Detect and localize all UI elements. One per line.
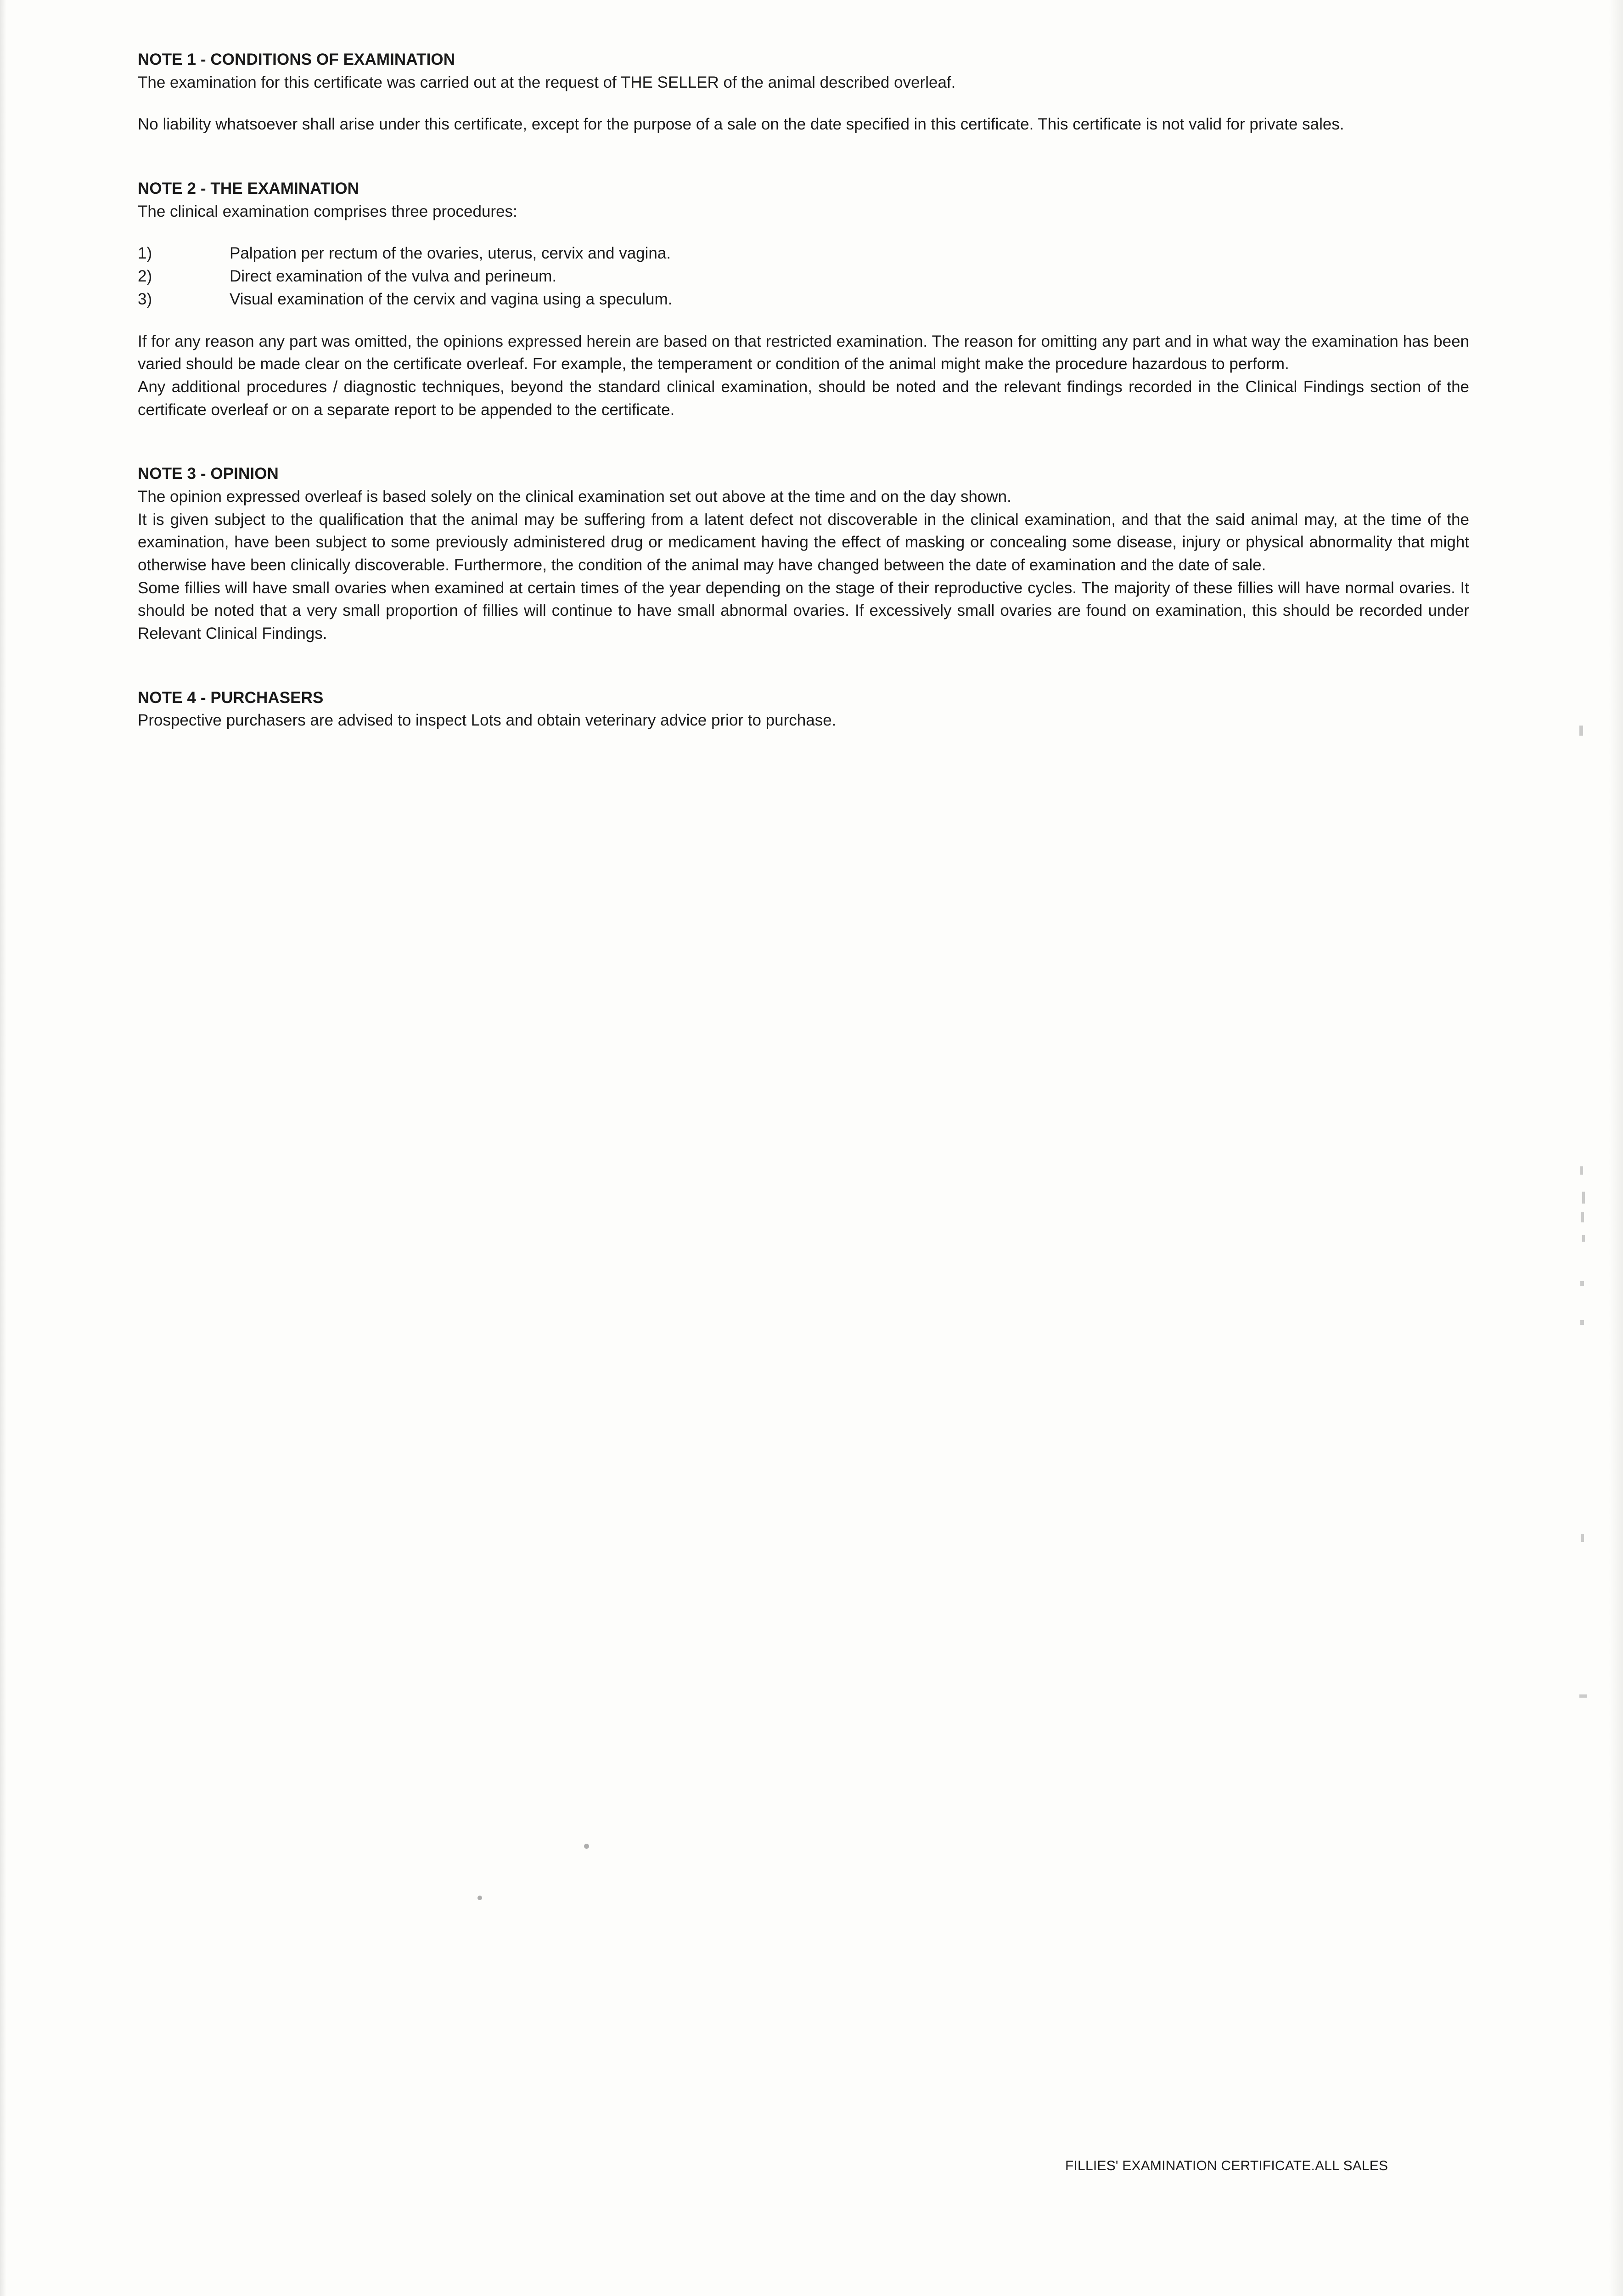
spacer [138, 311, 1469, 330]
document-footer: FILLIES' EXAMINATION CERTIFICATE.ALL SALES [1065, 2158, 1388, 2173]
note-3-paragraph-2: It is given subject to the qualification that the animal may be suffering from a latent defect not discoverable in the clinical examination, and that the said animal may, at the time of the examination, have been subject to some previously administered drug or medicament having the effect of masking or concealing some disease, injury or physical abnormality that might otherwise have been clinically discoverable. Furthermore, the condition of the animal may have changed between the date of examination and the date of sale. [138, 510, 1469, 574]
spacer [138, 223, 1469, 242]
spacer [138, 136, 1469, 177]
note-4-heading: NOTE 4 - PURCHASERS [138, 688, 324, 707]
scan-speck [477, 1896, 482, 1900]
page-right-edge-shading [1609, 0, 1623, 2296]
note-2-paragraph-2: If for any reason any part was omitted, the opinions expressed herein are based on that restricted examination. The reason for omitting any part and in what way the examination has been varied should be made clear on the certificate overleaf. For example, the temperament or condition of the animal might make the procedure hazardous to perform. [138, 332, 1469, 373]
list-item-number: 2) [138, 267, 152, 286]
scan-artifact-dash [1582, 1235, 1585, 1242]
note-2-heading: NOTE 2 - THE EXAMINATION [138, 180, 359, 198]
notes-container [138, 48, 1469, 732]
note-3-heading: NOTE 3 - OPINION [138, 465, 279, 483]
scan-artifact-dash [1579, 726, 1583, 736]
scan-artifact-dash [1581, 1534, 1584, 1542]
note-block-3 [138, 462, 1469, 645]
note-1-paragraph-2: No liability whatsoever shall arise under this certificate, except for the purpose of a sale on the date specified in this certificate. This certificate is not valid for private sales. [138, 115, 1344, 134]
scan-speck [584, 1844, 589, 1849]
note-2-procedure-list [138, 242, 1469, 310]
note-1-heading: NOTE 1 - CONDITIONS OF EXAMINATION [138, 51, 455, 68]
note-4-paragraph-1: Prospective purchasers are advised to inspect Lots and obtain veterinary advice prior to purchase. [138, 711, 837, 730]
list-item [138, 242, 1469, 265]
page-left-edge-shading [0, 0, 6, 2296]
list-item-number: 3) [138, 290, 152, 308]
spacer [138, 94, 1469, 113]
list-item-text: Direct examination of the vulva and perineum. [230, 267, 557, 286]
note-block-4 [138, 687, 1469, 732]
list-item-text: Visual examination of the cervix and vagina using a speculum. [230, 290, 673, 308]
list-item-text: Palpation per rectum of the ovaries, uterus, cervix and vagina. [230, 244, 671, 263]
spacer [138, 421, 1469, 462]
spacer [138, 645, 1469, 687]
note-1-paragraph-1: The examination for this certificate was carried out at the request of THE SELLER of the animal described overleaf. [138, 73, 956, 91]
list-item [138, 288, 1469, 311]
scan-artifact-dash [1581, 1212, 1584, 1222]
scan-artifact-dash [1580, 1166, 1583, 1175]
note-2-paragraph-1: The clinical examination comprises three procedures: [138, 202, 517, 220]
scan-artifact-dash [1580, 1281, 1584, 1286]
scan-artifact-dash [1582, 1192, 1585, 1204]
note-3-paragraph-1: The opinion expressed overleaf is based solely on the clinical examination set out above at the time and on the day shown. [138, 487, 1011, 506]
scan-artifact-dash [1579, 1694, 1587, 1698]
list-item-number: 1) [138, 244, 152, 263]
list-item [138, 265, 1469, 288]
note-block-2 [138, 177, 1469, 421]
note-2-paragraph-3: Any additional procedures / diagnostic techniques, beyond the standard clinical examination, should be noted and the relevant findings recorded in the Clinical Findings section of the certificate overleaf or on a separate report to be appended to the certificate. [138, 377, 1469, 419]
note-block-1 [138, 48, 1469, 136]
scan-artifact-dash [1580, 1320, 1584, 1325]
note-3-paragraph-3: Some fillies will have small ovaries when examined at certain times of the year depending on the stage of their reproductive cycles. The majority of these fillies will have normal ovaries. It should be noted that a very small proportion of fillies will continue to have small abnormal ovaries. If excessively small ovaries are found on examination, this should be recorded under Relevant Clinical Findings. [138, 579, 1469, 643]
